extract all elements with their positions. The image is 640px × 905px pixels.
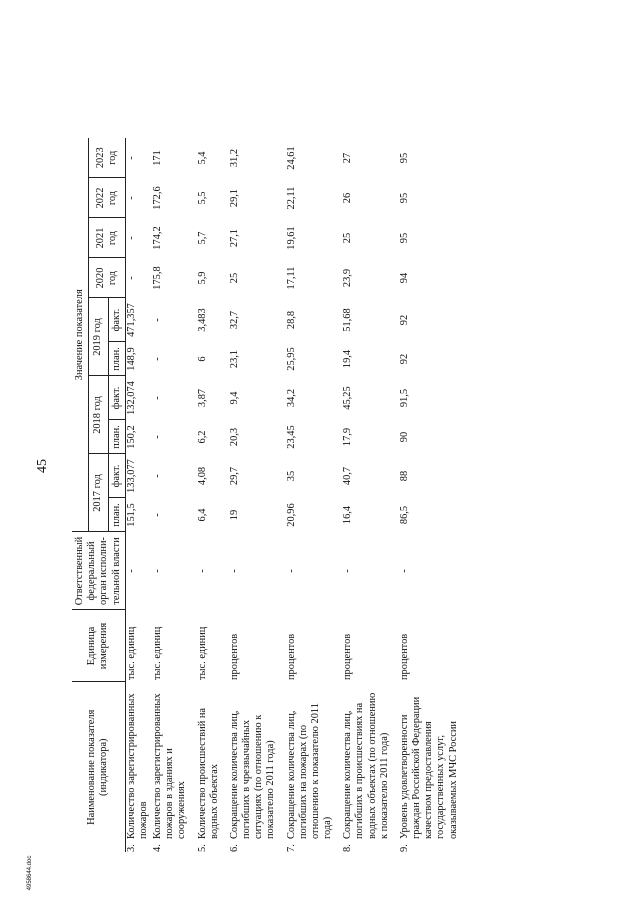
value-cell: - xyxy=(125,276,137,280)
value-cell: 32,7 xyxy=(228,310,240,330)
value-cell: 5,7 xyxy=(196,231,208,245)
value-cell: 174,2 xyxy=(152,226,164,250)
header-year-2017: 2017 год xyxy=(89,454,108,532)
value-cell: - xyxy=(152,474,164,478)
header-fact-2017: факт. xyxy=(108,454,125,498)
value-cell: 51,68 xyxy=(342,308,354,332)
value-cell: 34,2 xyxy=(285,388,297,408)
value-cell: 175,8 xyxy=(152,266,164,290)
header-fact-2019: факт. xyxy=(108,298,125,342)
value-cell: 3,483 xyxy=(196,308,208,332)
unit-cell: процентов xyxy=(398,633,410,680)
value-cell: 133,077 xyxy=(125,459,137,493)
value-cell: 132,074 xyxy=(125,381,137,415)
value-cell: 16,4 xyxy=(342,505,354,525)
indicator-name: Количество зарегистрированных пожаров xyxy=(125,693,149,839)
value-cell: 3,87 xyxy=(196,388,208,408)
row-number: 9. xyxy=(398,844,410,852)
value-cell: 27 xyxy=(342,152,354,164)
value-cell: 4,08 xyxy=(196,466,208,486)
table-header xyxy=(72,138,125,852)
value-cell: 9,4 xyxy=(228,391,240,405)
value-cell: - xyxy=(152,318,164,322)
value-cell: - xyxy=(125,196,137,200)
value-cell: 25 xyxy=(342,232,354,244)
table-row xyxy=(280,138,337,852)
value-cell: 45,25 xyxy=(342,386,354,410)
value-cell: - xyxy=(125,236,137,240)
indicator-name: Сокращение количества лиц, погибших в чрезвычайных ситуациях (по отношению к показателю 2011 года) xyxy=(228,710,277,839)
indicator-name: Сокращение количества лиц, погибших в происшествиях на водных объектах (по отношению к показателю 2011 года) xyxy=(342,692,390,839)
value-cell: 35 xyxy=(285,470,297,482)
value-cell: 22,11 xyxy=(285,186,297,210)
row-number: 7. xyxy=(285,844,297,852)
header-year-2018: 2018 год xyxy=(89,376,108,454)
indicator-name-cell xyxy=(191,682,223,852)
header-fact-2018: факт. xyxy=(108,376,125,420)
authority-cell: - xyxy=(228,569,240,573)
header-value-group: Значение показателя xyxy=(72,138,89,532)
value-cell: - xyxy=(152,435,164,439)
header-year-2023: 2023 год xyxy=(89,138,126,178)
value-cell: 40,7 xyxy=(342,466,354,486)
value-cell: 23,45 xyxy=(285,425,297,449)
value-cell: 95 xyxy=(398,192,410,204)
table-row xyxy=(191,138,223,852)
table-row xyxy=(336,138,393,852)
value-cell: 23,9 xyxy=(342,268,354,288)
authority-cell: - xyxy=(196,569,208,573)
header-authority: Ответственный федеральный орган исполни-тельной власти xyxy=(72,532,125,610)
value-cell: 27,1 xyxy=(228,228,240,248)
value-cell: 19,61 xyxy=(285,226,297,250)
indicator-name: Сокращение количества лиц, погибших на пожарах (по отношению к показателю 2011 года) xyxy=(285,703,334,839)
unit-cell: процентов xyxy=(228,633,240,680)
rotated-table-container xyxy=(72,32,640,852)
value-cell: 31,2 xyxy=(228,148,240,168)
value-cell: 171 xyxy=(152,150,164,166)
indicator-name: Количество зарегистрированных пожаров в зданиях и сооружениях xyxy=(152,693,188,839)
indicator-name-cell xyxy=(125,682,152,852)
value-cell: 20,96 xyxy=(285,503,297,527)
page-number: 45 xyxy=(35,459,50,473)
value-cell: 6,2 xyxy=(196,430,208,444)
row-number: 6. xyxy=(228,844,240,852)
indicator-name-cell xyxy=(223,682,280,852)
indicator-name-cell xyxy=(336,682,393,852)
row-number: 3. xyxy=(125,844,137,852)
header-year-2019: 2019 год xyxy=(89,298,108,376)
value-cell: 471,357 xyxy=(125,303,137,337)
header-plan-2017: план. xyxy=(108,498,125,532)
row-number: 8. xyxy=(342,844,354,852)
header-year-2021: 2021 год xyxy=(89,218,126,258)
indicator-name-cell xyxy=(280,682,337,852)
value-cell: 88 xyxy=(398,470,410,482)
unit-cell: процентов xyxy=(285,633,297,680)
table-body xyxy=(125,138,462,852)
unit-cell: тыс. единиц xyxy=(125,626,137,680)
header-indicator-name: Наименование показателя (индикатора) xyxy=(72,682,125,852)
indicator-name: Уровень удовлетворенности граждан Российской Федерации качеством предоставления государственных услуг, оказываемых МЧС России xyxy=(398,696,459,839)
value-cell: - xyxy=(125,156,137,160)
row-number: 4. xyxy=(152,844,164,852)
header-year-2022: 2022 год xyxy=(89,178,126,218)
value-cell: - xyxy=(152,357,164,361)
value-cell: 5,5 xyxy=(196,191,208,205)
value-cell: 90 xyxy=(398,431,410,443)
value-cell: 6 xyxy=(196,356,208,362)
header-plan-2019: план. xyxy=(108,342,125,376)
authority-cell: - xyxy=(342,569,354,573)
footer-file-code: 4958644.doc xyxy=(27,855,33,891)
value-cell: 148,9 xyxy=(125,347,137,371)
value-cell: 19 xyxy=(228,509,240,521)
table-row xyxy=(393,138,462,852)
value-cell: 20,3 xyxy=(228,427,240,447)
value-cell: 17,11 xyxy=(285,266,297,290)
authority-cell: - xyxy=(125,569,137,573)
unit-cell: процентов xyxy=(342,633,354,680)
value-cell: 29,7 xyxy=(228,466,240,486)
value-cell: - xyxy=(152,513,164,517)
value-cell: 17,9 xyxy=(342,427,354,447)
value-cell: 28,8 xyxy=(285,310,297,330)
row-number: 5. xyxy=(196,844,208,852)
value-cell: 25,95 xyxy=(285,347,297,371)
value-cell: 95 xyxy=(398,152,410,164)
value-cell: 151,5 xyxy=(125,503,137,527)
table-row xyxy=(125,138,152,852)
value-cell: 86,5 xyxy=(398,505,410,525)
indicator-name-cell xyxy=(152,682,191,852)
value-cell: 23,1 xyxy=(228,349,240,369)
unit-cell: тыс. единиц xyxy=(196,626,208,680)
value-cell: 6,4 xyxy=(196,508,208,522)
indicator-table xyxy=(72,138,462,852)
value-cell: 92 xyxy=(398,314,410,326)
value-cell: 92 xyxy=(398,353,410,365)
indicator-name-cell xyxy=(393,682,462,852)
indicator-name: Количество происшествий на водных объектах xyxy=(196,707,220,839)
value-cell: 150,2 xyxy=(125,425,137,449)
value-cell: 5,9 xyxy=(196,271,208,285)
header-year-2020: 2020 год xyxy=(89,258,126,298)
header-unit: Единица измерения xyxy=(72,610,125,682)
value-cell: - xyxy=(152,396,164,400)
authority-cell: - xyxy=(398,569,410,573)
value-cell: 94 xyxy=(398,272,410,284)
header-plan-2018: план. xyxy=(108,420,125,454)
value-cell: 26 xyxy=(342,192,354,204)
value-cell: 91,5 xyxy=(398,388,410,408)
value-cell: 25 xyxy=(228,272,240,284)
value-cell: 5,4 xyxy=(196,151,208,165)
table-row xyxy=(223,138,280,852)
value-cell: 19,4 xyxy=(342,349,354,369)
value-cell: 172,6 xyxy=(152,186,164,210)
value-cell: 24,61 xyxy=(285,146,297,170)
value-cell: 95 xyxy=(398,232,410,244)
table-row xyxy=(152,138,191,852)
value-cell: 29,1 xyxy=(228,188,240,208)
authority-cell: - xyxy=(285,569,297,573)
authority-cell: - xyxy=(152,569,164,573)
unit-cell: тыс. единиц xyxy=(152,626,164,680)
